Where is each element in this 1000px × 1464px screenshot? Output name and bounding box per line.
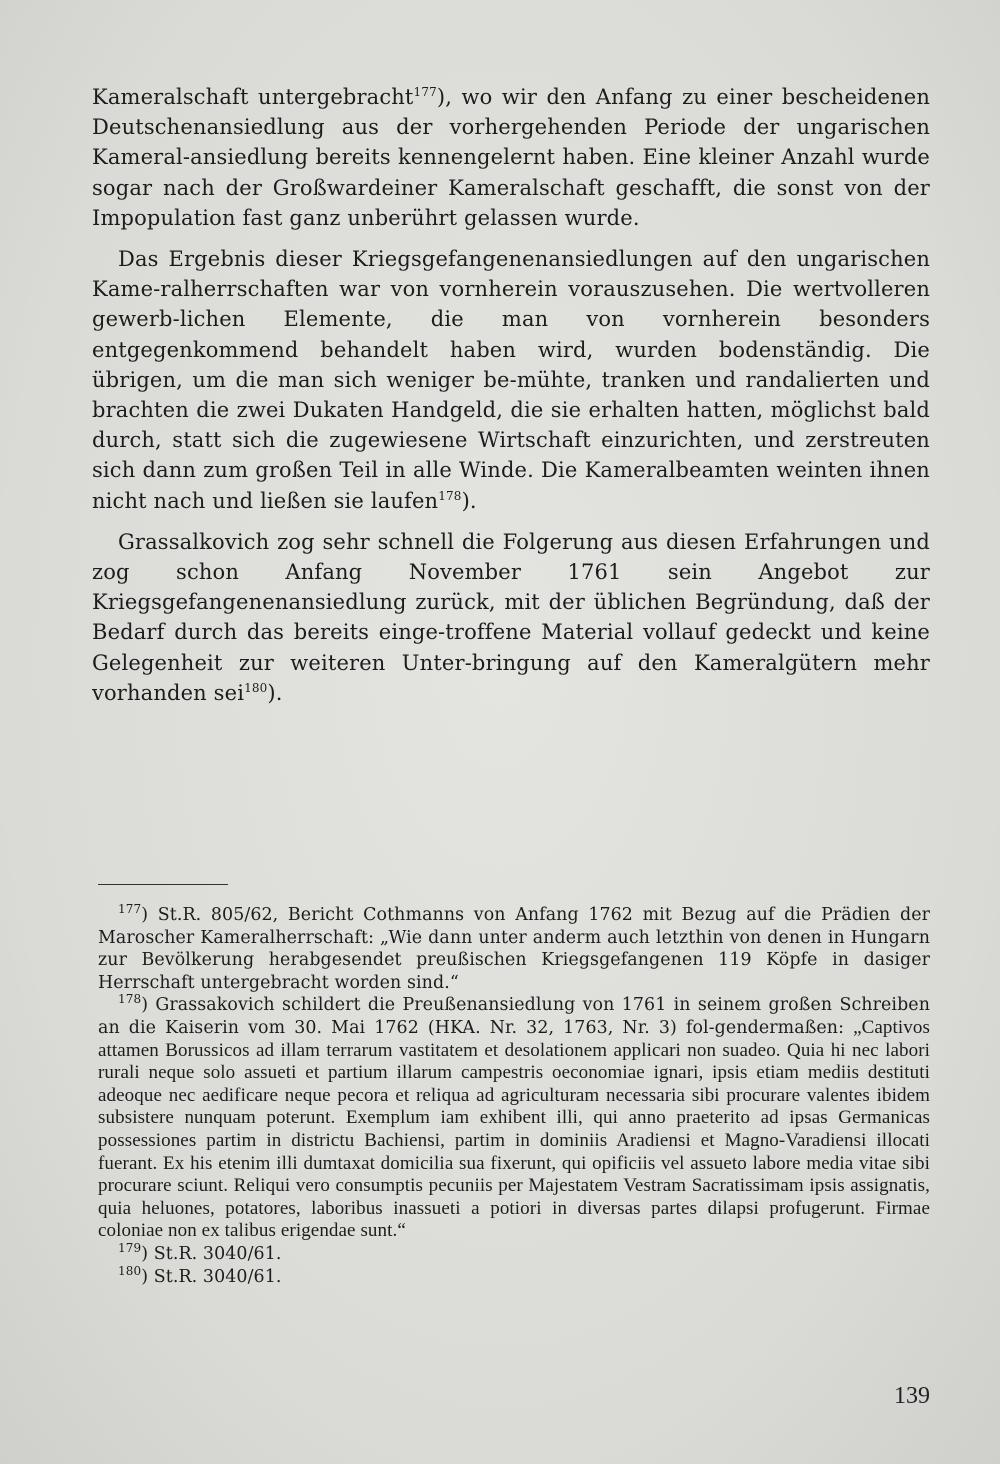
footnote-number: 179 — [118, 1241, 142, 1256]
footnote-number: 178 — [118, 992, 142, 1007]
footnote-177 — [98, 904, 930, 994]
paragraph-2-text-cont: ). — [461, 488, 477, 513]
footnote-latin-quote: „Captivos attamen Borussicos ad illam terrarum vastitatem et desolationem applicari non suadeo. Quia hi nec labori rurali neque solo assueti et partium illarum campestris oeconomiae ignari, ipsis etiam mediis destituti adeoque nec aedificare neque pecora et reliqua ad agriculturam necessaria sibi procurare valentes ibidem subsistere nunquam poterunt. Exemplum iam exhibent illi, qui anno praeterito ad ipsas Germanicas possessiones partim in districtu Bachiensi, partim in dominiis Aradiensi et Magno-Varadiensi illocati fuerant. Ex his etenim illi dumtaxat domicilia sua fixerunt, qui opificiis vel assueto labore media vitae sibi procurare sciunt. Reliqui vero consumptis pecuniis per Majestatem Vestram Sacratissimam ipsis assignatis, quia heluones, potatores, laboribus inassueti a potiori in diversas partes dilapsi profugerunt. Firmae coloniae non ex talibus erigendae sunt.“ — [98, 1016, 930, 1242]
footnote-divider — [98, 884, 228, 885]
paragraph-2-text: Das Ergebnis dieser Kriegsgefangenenansiedlungen auf den ungarischen Kame-ralherrschaften war von vornherein vorauszusehen. Die wertvolleren gewerb-lichen Elemente, die man von vornherein besonders entgegenkommend behandelt haben wird, wurden bodenständig. Die übrigen, um die man sich weniger be-mühte, tranken und randalierten und brachten die zwei Dukaten Handgeld, die sie erhalten hatten, möglichst bald durch, statt sich die zugewiesene Wirtschaft einzurichten, und zerstreuten sich dann zum großen Teil in alle Winde. Die Kameralbeamten weinten ihnen nicht nach und ließen sie laufen — [92, 247, 930, 513]
footnote-ref-177: 177 — [413, 85, 437, 99]
page-number: 139 — [894, 1383, 930, 1409]
main-text — [92, 82, 930, 719]
footnote-text: ) St.R. 3040/61. — [141, 1266, 282, 1287]
footnote-180 — [98, 1263, 930, 1289]
footnote-number: 180 — [118, 1263, 142, 1278]
footnote-number: 177 — [118, 902, 142, 917]
footnote-text: ) St.R. 3040/61. — [141, 1243, 282, 1264]
footnote-ref-179: 180 — [244, 680, 268, 695]
paragraph-2 — [92, 244, 930, 516]
paragraph-3-text: Grassalkovich zog sehr schnell die Folgerung aus diesen Erfahrungen und zog schon Anfang November 1761 sein Angebot zur Kriegsgefangenenansiedlung zurück, mit der üblichen Begründung, daß der Bedarf durch das bereits einge-troffene Material vollauf gedeckt und keine Gelegenheit zur weiteren Unter-bringung auf den Kameralgütern mehr vorhanden sei — [92, 529, 930, 705]
paragraph-1 — [92, 82, 930, 233]
paragraph-3 — [92, 527, 930, 708]
footnote-ref-178: 178 — [438, 488, 462, 503]
footnote-text: ) St.R. 805/62, Bericht Cothmanns von Anfang 1762 mit Bezug auf die Prädien der Maroscher Kameralherrschaft: „Wie dann unter anderm auch letzthin von denen in Hungarn zur Bevölkerung herabgesendet preußischen Kriegsgefangenen 119 Köpfe in dasiger Herrschaft untergebracht worden sind.“ — [98, 905, 930, 993]
footnotes — [98, 904, 930, 1288]
paragraph-3-text-cont: ). — [267, 680, 283, 705]
paragraph-1-text: Kameralschaft untergebracht — [92, 85, 414, 109]
footnote-178 — [98, 994, 930, 1243]
footnote-text: ) Grassakovich schildert die Preußenansiedlung von 1761 in seinem großen Schreiben an die Kaiserin vom 30. Mai 1762 (HKA. Nr. 32, 1763, Nr. 3) fol-gendermaßen: — [98, 995, 930, 1038]
paragraph-1-text-cont: ), wo wir den Anfang zu einer bescheidenen Deutschenansiedlung aus der vorhergehenden Periode der ungarischen Kameral-ansiedlung bereits kennengelernt haben. Eine kleiner Anzahl wurde sogar nach der Großwardeiner Kameralschaft geschafft, die sonst von der Impopulation fast ganz unberührt gelassen wurde. — [92, 85, 930, 230]
footnote-179 — [98, 1243, 930, 1266]
